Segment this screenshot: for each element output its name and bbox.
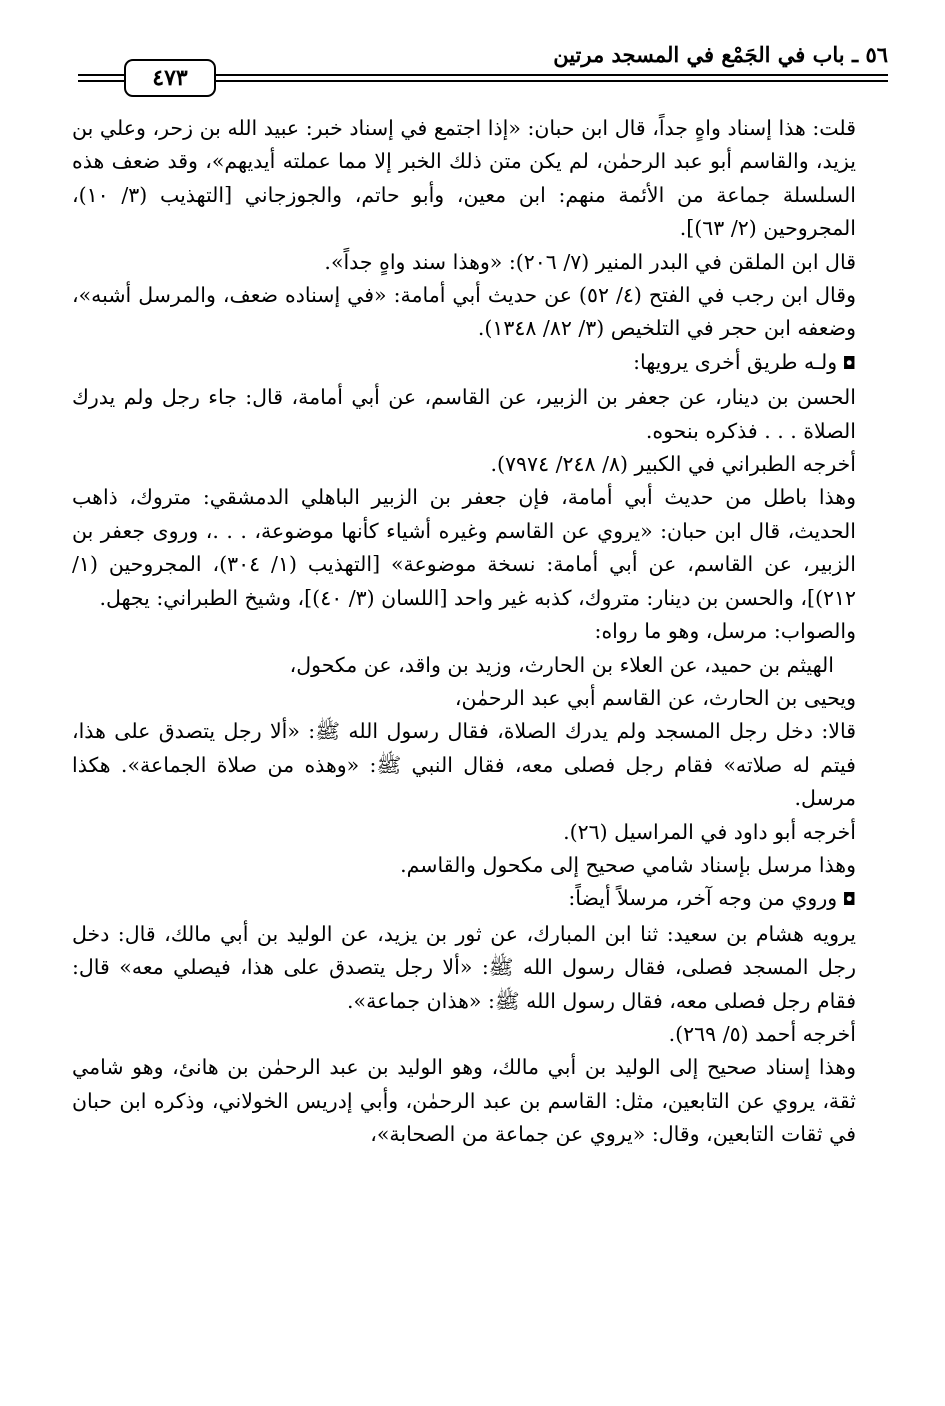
paragraph: وقال ابن رجب في الفتح (٤/ ٥٢) عن حديث أبي أمامة: «في إسناده ضعف، والمرسل أشبه»، وضعفه ابن حجر في التلخيص (٣/ ٨٢/ ١٣٤٨). xyxy=(72,283,856,341)
paragraph: وهذا باطل من حديث أبي أمامة، فإن جعفر بن الزبير الباهلي الدمشقي: متروك، ذاهب الحديث، قال ابن حبان: «يروي عن القاسم وغيره أشياء كأنها موضوعة، . . .، وروى جعفر بن الزبير، عن القاسم، عن أبي أمامة: نسخة موضوعة» [التهذيب (١/ ٣٠٤)، المجروحين (١/ ٢١٢)]، والحسن بن دينار: متروك، كذبه غير واحد [اللسان (٣/ ٤٠)]، وشيخ الطبراني: يجهل. xyxy=(72,485,856,610)
paragraph xyxy=(72,346,890,381)
paragraph: وهذا إسناد صحيح إلى الوليد بن أبي مالك، وهو الوليد بن عبد الرحمٰن بن هانئ، وهو شامي ثقة، يروي عن التابعين، مثل: القاسم بن عبد الرحمٰن، وأبي إدريس الخولاني، وذكره ابن حبان في ثقات التابعين، وقال: «يروي عن جماعة من الصحابة»، xyxy=(72,1055,856,1147)
paragraph: قلت: هذا إسناد واهٍ جداً، قال ابن حبان: «إذا اجتمع في إسناد خبر: عبيد الله بن زحر، وعلي بن يزيد، والقاسم أبو عبد الرحمٰن، لم يكن متن ذلك الخبر إلا مما عملته أيديهم»، وقد ضعف هذه السلسلة جماعة من الأئمة منهم: ابن معين، وأبو حاتم، والجوزجاني [التهذيب (٣/ ١٠)، المجروحين (٢/ ٦٣)]. xyxy=(72,116,856,241)
paragraph: قال ابن الملقن في البدر المنير (٧/ ٢٠٦): «وهذا سند واهٍ جداً». xyxy=(324,249,856,274)
page-header xyxy=(78,42,888,92)
paragraph: قالا: دخل رجل المسجد ولم يدرك الصلاة، فقال رسول الله ﷺ: «ألا رجل يتصدق على هذا، فيتم له صلاته» فقام رجل فصلى معه، فقال النبي ﷺ: «وهذه من صلاة الجماعة». هكذا مرسل. xyxy=(72,719,856,811)
chapter-title: ٥٦ ـ باب في الجَمْع في المسجد مرتين xyxy=(553,42,888,67)
paragraph-text: وروي من وجه آخر، مرسلاً أيضاً: xyxy=(568,886,838,911)
paragraph: الهيثم بن حميد، عن العلاء بن الحارث، وزيد بن واقد، عن مكحول، xyxy=(289,652,834,677)
paragraph: وهذا مرسل بإسناد شامي صحيح إلى مكحول والقاسم. xyxy=(400,852,856,877)
page-number: ٤٧٣ xyxy=(124,59,216,97)
paragraph: أخرجه أحمد (٥/ ٢٦٩). xyxy=(668,1021,856,1046)
paragraph-text: ولـه طريق أخرى يرويها: xyxy=(633,349,838,374)
paragraph: يرويه هشام بن سعيد: ثنا ابن المبارك، عن ثور بن يزيد، عن الوليد بن أبي مالك، قال: دخل رجل المسجد فصلى، فقال رسول الله ﷺ: «ألا رجل يتصدق على هذا، فيصلي معه» قال: فقام رجل فصلى معه، فقال رسول الله ﷺ: «هذان جماعة». xyxy=(72,921,856,1013)
bullet-icon: ◘ xyxy=(837,353,856,374)
paragraph: أخرجه أبو داود في المراسيل (٢٦). xyxy=(563,819,856,844)
paragraph: أخرجه الطبراني في الكبير (٨/ ٢٤٨/ ٧٩٧٤). xyxy=(490,452,856,477)
paragraph: الحسن بن دينار، عن جعفر بن الزبير، عن القاسم، عن أبي أمامة، قال: جاء رجل ولم يدرك الصلاة . . . فذكره بنحوه. xyxy=(72,385,856,443)
paragraph: ويحيى بن الحارث، عن القاسم أبي عبد الرحمٰن، xyxy=(454,685,856,710)
page-body xyxy=(72,112,890,1152)
paragraph: والصواب: مرسل، وهو ما رواه: xyxy=(594,619,856,644)
paragraph xyxy=(72,882,890,917)
bullet-icon: ◘ xyxy=(837,890,856,911)
